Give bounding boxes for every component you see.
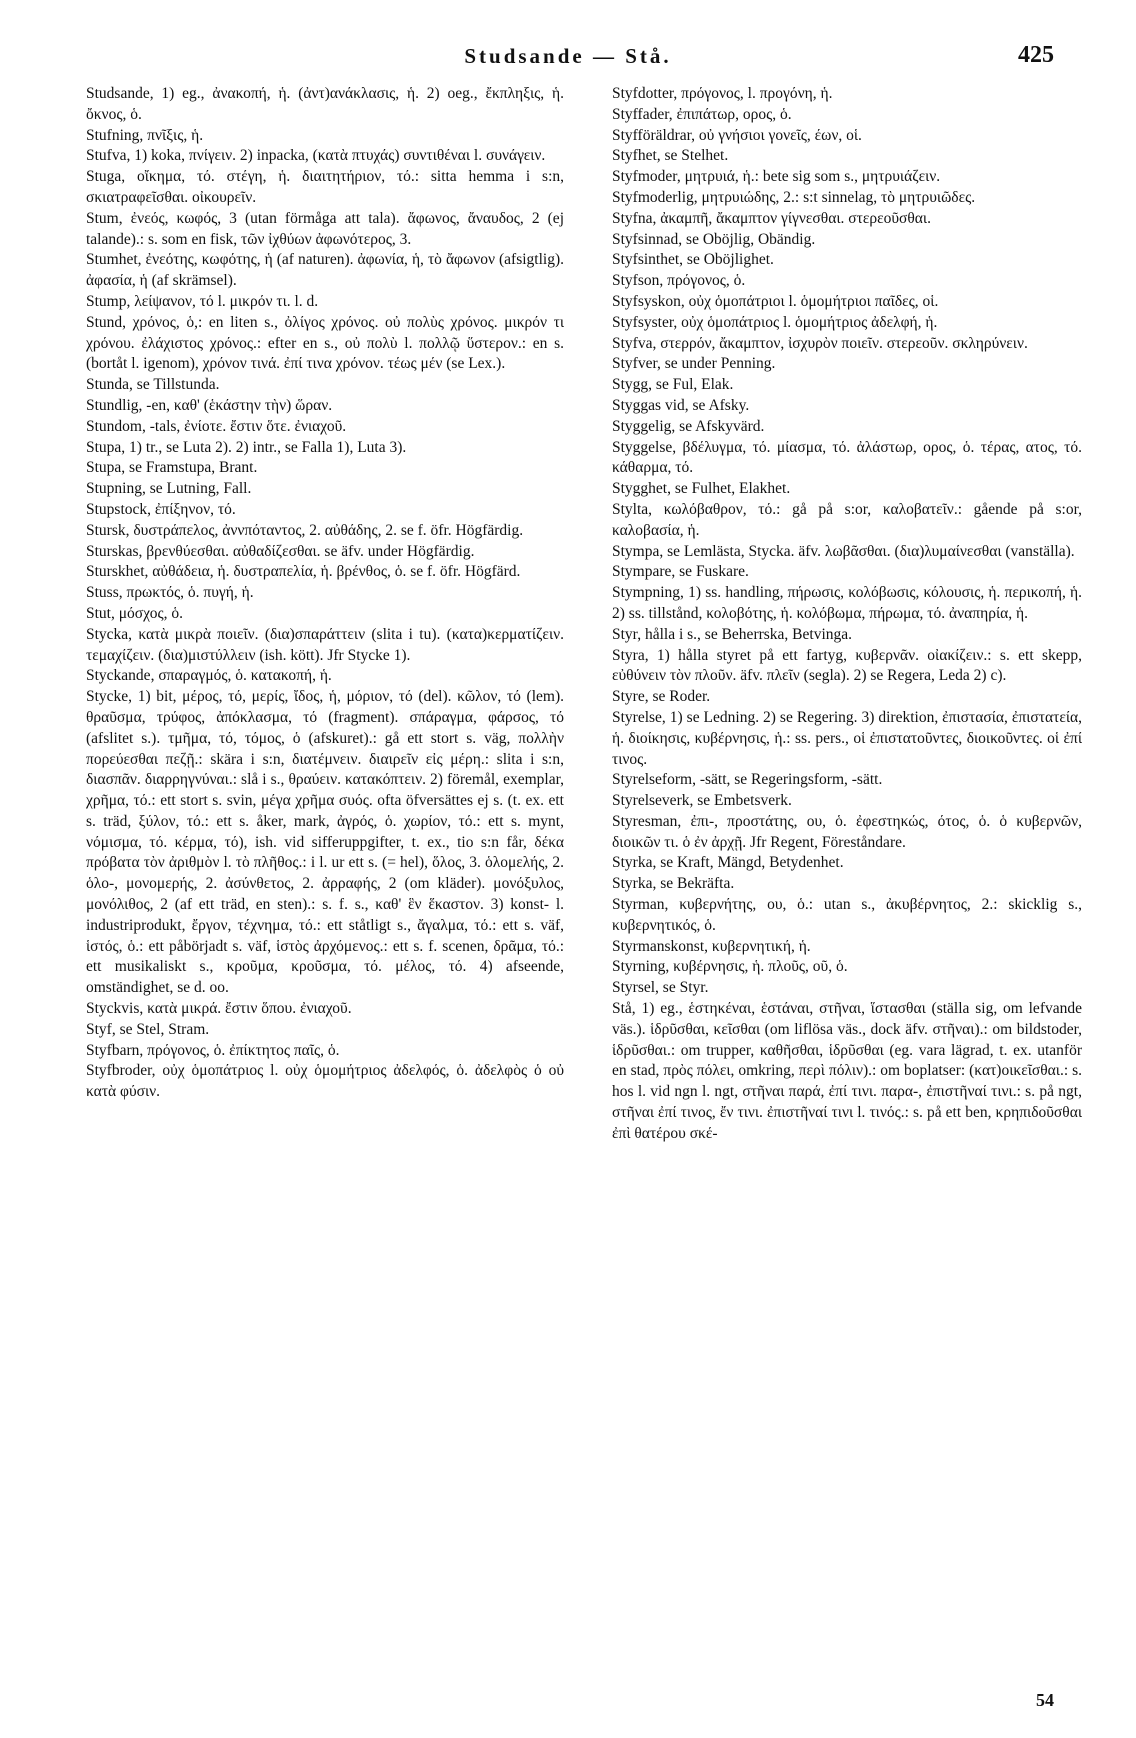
dictionary-entry: Styfsyskon, οὐχ ὁμοπάτριοι l. ὁμομήτριοι παῖδες, οἱ. [612,292,939,310]
dictionary-entry: Sturskas, βρενθύεσθαι. αὐθαδίζεσθαι. se äfv. under Högfärdig. [86,542,475,560]
dictionary-entry: Styggelse, βδέλυγμα, τό. μίασμα, τό. ἀλάστωρ, ορος, ὁ. τέρας, ατος, τό. κάθαρμα, τό. [612,438,1082,477]
dictionary-entry: Stuga, οἴκημα, τό. στέγη, ἡ. διαιτητήριον, τό.: sitta hemma i s:n, σκιατραφεῖσθαι. οἰκουρεῖν. [86,168,564,206]
dictionary-entry: Styfmoder, μητρυιά, ἡ.: bete sig som s., μητρυιάζειν. [612,168,941,186]
dictionary-entry: Styrning, κυβέρνησις, ἡ. πλοῦς, οῦ, ὁ. [612,958,848,976]
dictionary-entry: Stufva, 1) koka, πνίγειν. 2) inpacka, (κατὰ πτυχάς) συντιθέναι l. συνάγειν. [86,147,546,165]
dictionary-entry: Styckvis, κατὰ μικρά. ἔστιν ὅπου. ἐνιαχοῦ. [86,1000,352,1018]
dictionary-entry: Styffader, ἐπιπάτωρ, ορος, ὁ. [612,105,792,123]
dictionary-entry: Styfver, se under Penning. [612,355,776,373]
dictionary-entry: Stumhet, ἐνεότης, κωφότης, ἡ (af naturen). ἀφωνία, ἡ, τὸ ἄφωνον (afsigtlig). ἀφασία, ἡ (af skrämsel). [86,251,564,290]
dictionary-entry: Styresman, ἐπι-, προστάτης, ου, ὁ. ἐφεστηκώς, ότος, ὁ. ὁ κυβερνῶν, διοικῶν τι. ὁ ἐν ἀρχῇ. Jfr Regent, Föreståndare. [612,812,1082,851]
dictionary-entry: Stylta, κωλόβαθρον, τό.: gå på s:or, καλοβατεῖν.: gående på s:or, καλοβασία, ἡ. [612,500,1082,539]
dictionary-entry: Styf, se Stel, Stram. [86,1020,210,1038]
running-head [0,40,1136,70]
dictionary-entry: Styrelse, 1) se Ledning. 2) se Regering. 3) direktion, ἐπιστασία, ἐπιστατεία, ἡ. διοίκησις, κυβέρνησις, ἡ.: ss. pers., οἱ ἐπιστατοῦντες, διοικοῦντες. οἱ ἐπί τινος. [612,708,1082,768]
dictionary-entry: Stupa, se Framstupa, Brant. [86,459,258,477]
dictionary-entry: Styfdotter, πρόγονος, l. προγόνη, ἡ. [612,85,833,102]
dictionary-entry: Sturskhet, αὐθάδεια, ἡ. δυστραπελία, ἡ. βρένθος, ὁ. se f. öfr. Högfärd. [86,563,521,581]
dictionary-entry: Stygg, se Ful, Elak. [612,376,734,394]
dictionary-entry: Styrelseform, -sätt, se Regeringsform, -sätt. [612,771,883,789]
dictionary-entry: Stunda, se Tillstunda. [86,376,220,394]
dictionary-entry: Stympning, 1) ss. handling, πήρωσις, κολόβωσις, κόλουσις, ἡ. περικοπή, ἡ. 2) ss. tillstånd, κολοβότης, ἡ. κολόβωμα, πήρωμα, τό. ἀναπηρία, ἡ. [612,584,1082,622]
dictionary-entry: Stund, χρόνος, ὁ,: en liten s., ὀλίγος χρόνος. οὐ πολὺς χρόνος. μικρόν τι χρόνου. ἐλάχιστος χρόνος.: efter en s., οὐ πολὺ l. πολλῷ ὕστερον.: en s. (bortåt l. igenom), χρόνον τινά. ἐπί τινα χρόνον. τέως μέν (se Lex.). [86,313,564,373]
dictionary-entry: Styfföräldrar, οὐ γνήσιοι γονεῖς, έων, οἱ. [612,126,862,144]
dictionary-entry: Styrelseverk, se Embetsverk. [612,792,792,810]
dictionary-entry: Stycke, 1) bit, μέρος, τό, μερίς, ἴδος, ἡ, μόριον, τό (del). κῶλον, τό (lem). θραῦσμα, τρύφος, ἀπόκλασμα, τό (fragment). σπάραγμα, φάρσος, τό (afslitet s.). τμῆμα, τό, τόμος, ὁ (afskuret).: gå ett stort s. väg, πολλὴν πορεύεσθαι πεζῇ.: skära i s:n, διατέμνειν. διαιρεῖν εἰς μέρη.: slita i s:n, διασπᾶν. διαρρηγνύναι.: slå i s., θραύειν. κατακόπτειν. 2) föremål, exemplar, χρῆμα, τό.: ett stort s. svin, μέγα χρῆμα συός. ofta öfversättes ej s. (t. ex. ett s. träd, ξύλον, τό.: ett s. åker, mark, ἀγρός, ὁ. χωρίον, τό.: ett s. mynt, νόμισμα, τό. κέρμα, τό), ish. vid sifferuppgifter, t. ex., tio s:n får, δέκα πρόβατα τὸν ἀριθμὸν l. τὸ πλῆθος.: i l. ur ett s. (= hel), ὅλος, 3. ὁλομελής, 2. ὁλο-, μονομερής, 2. ἀσύνθετος, 2. ἀρραφής, 2 (om kläder). μονόξυλος, μονόλιθος, 2 (af ett träd, en sten).: s. f. s., καθ' ἓν ἕκαστον. 3) konst- l. industriprodukt, ἔργον, τέχνημα, τό.: ett ståtligt s., ἄγαλμα, τό.: ett s. väf, ἱστός, ὁ.: ett påbörjadt s. väf, ἱστὸς ἀρχόμενος.: ett s. f. scenen, δρᾶμα, τό.: ett musikaliskt s., κροῦμα, κροῦσμα, τό. μέλος, τό. 4) afseende, omständighet, se d. oo. [86,688,564,997]
dictionary-entry: Styfva, στερρόν, ἄκαμπτον, ἰσχυρὸν ποιεῖν. στερεοῦν. σκληρύνειν. [612,334,1028,352]
dictionary-entry: Stundlig, -en, καθ' (ἑκάστην τὴν) ὥραν. [86,396,333,414]
dictionary-entry: Stympare, se Fuskare. [612,563,749,581]
dictionary-entry: Styrsel, se Styr. [612,979,709,997]
dictionary-entry: Stupa, 1) tr., se Luta 2). 2) intr., se Falla 1), Luta 3). [86,438,407,456]
dictionary-entry: Styfna, ἀκαμπῆ, ἄκαμπτον γίγνεσθαι. στερεοῦσθαι. [612,209,931,227]
dictionary-entry: Styr, hålla i s., se Beherrska, Betvinga. [612,625,853,643]
dictionary-entry: Stump, λείψανον, τό l. μικρόν τι. l. d. [86,292,319,310]
dictionary-entry: Stursk, δυστράπελος, ἀννπόταντος, 2. αὐθάδης, 2. se f. öfr. Högfärdig. [86,521,524,539]
page-number: 425 [1018,42,1054,68]
dictionary-entry: Styfsyster, οὐχ ὁμοπάτριος l. ὁμομήτριος ἀδελφή, ἡ. [612,313,938,331]
dictionary-entry: Styra, 1) hålla styret på ett fartyg, κυβερνᾶν. οἰακίζειν.: s. ett skepp, εὐθύνειν τὸν πλοῦν. äfv. πλεῖν (segla). 2) se Regera, Leda 2) c). [612,646,1082,685]
dictionary-entry: Studsande, 1) eg., ἀνακοπή, ἡ. (ἀντ)ανάκλασις, ἡ. 2) oeg., ἔκπληξις, ἡ. ὄκνος, ὁ. [86,85,564,123]
dictionary-entry: Styckande, σπαραγμός, ὁ. κατακοπή, ἡ. [86,667,332,685]
dictionary-entry: Styfbroder, οὐχ ὁμοπάτριος l. οὐχ ὁμομήτριος ἀδελφός, ὁ. ἀδελφὸς ὁ οὐ κατὰ φύσιν. [86,1062,564,1101]
dictionary-entry: Stuss, πρωκτός, ὁ. πυγή, ἡ. [86,584,254,602]
printer-signature: 54 [1036,1690,1054,1710]
dictionary-entry: Styre, se Roder. [612,688,711,706]
dictionary-entry: Styfsinnad, se Oböjlig, Obändig. [612,230,816,248]
dictionary-entry: Styfsinthet, se Oböjlighet. [612,251,774,269]
dictionary-entry: Styfhet, se Stelhet. [612,147,729,165]
dictionary-entry: Stå, 1) eg., ἑστηκέναι, ἑστάναι, στῆναι, ἵστασθαι (ställa sig, om lefvande väs.). ἱδρῦσθαι, κεῖσθαι (om liflösa väs., dock äfv. στῆναι).: om bildstoder, ἱδρῦσθαι.: om trupper, καθῆσθαι, ἱδρῦσθαι (eg. vara lägrad, t. ex. utanför en stad, πρὸς πόλει, omkring, περὶ πόλιν).: om boplatser: (κατ)οικεῖσθαι.: s. hos l. vid ngn l. ngt, στῆναι παρά, ἐπί τινι. παρα-, ἐπιστῆναί τινι.: s. på ngt, στῆναι ἐπί τινος, ἔν τινι. ἐπιστῆναί τινι l. τινός.: s. på ett ben, κρηπιδοῦσθαι ἐπὶ θατέρου σκέ- [612,1000,1082,1142]
dictionary-entry: Styrmanskonst, κυβερνητική, ἡ. [612,937,811,955]
dictionary-entry: Stundom, -tals, ἐνίοτε. ἔστιν ὅτε. ἐνιαχοῦ. [86,417,347,435]
dictionary-entry: Styrka, se Bekräfta. [612,875,735,893]
dictionary-entry: Stupstock, ἐπίξηνον, τό. [86,500,236,518]
dictionary-entry: Stygghet, se Fulhet, Elakhet. [612,480,791,498]
dictionary-entry: Stupning, se Lutning, Fall. [86,480,252,498]
dictionary-entry: Stut, μόσχος, ὁ. [86,604,183,622]
dictionary-entry: Styrka, se Kraft, Mängd, Betydenhet. [612,854,844,872]
dictionary-entry: Stufning, πνῖξις, ἡ. [86,126,204,144]
dictionary-entry: Styfbarn, πρόγονος, ὁ. ἐπίκτητος παῖς, ὁ. [86,1041,340,1059]
dictionary-entry: Stycka, κατὰ μικρὰ ποιεῖν. (δια)σπαράττειν (slita i tu). (κατα)κερματίζειν. τεμαχίζειν. (δια)μιστύλλειν (ish. kött). Jfr Stycke 1). [86,625,564,664]
dictionary-entry: Styfmoderlig, μητρυιώδης, 2.: s:t sinnelag, τὸ μητρυιῶδες. [612,188,976,206]
dictionary-entry: Stum, ἐνεός, κωφός, 3 (utan förmåga att tala). ἄφωνος, ἄναυδος, 2 (ej talande).: s. som en fisk, τῶν ἰχθύων ἀφωνότερος, 3. [86,209,564,248]
dictionary-entry: Styrman, κυβερνήτης, ου, ὁ.: utan s., ἀκυβέρνητος, 2.: skicklig s., κυβερνητικός, ὁ. [612,896,1082,934]
dictionary-entry: Styggas vid, se Afsky. [612,396,750,414]
dictionary-entry: Stympa, se Lemlästa, Stycka. äfv. λωβᾶσθαι. (δια)λυμαίνεσθαι (vanställa). [612,542,1075,560]
right-column [612,84,1082,1145]
dictionary-entry: Styggelig, se Afskyvärd. [612,417,765,435]
page-header-title: Studsande — Stå. [464,44,672,68]
dictionary-entry: Styfson, πρόγονος, ὁ. [612,272,746,290]
left-column [86,84,564,1103]
